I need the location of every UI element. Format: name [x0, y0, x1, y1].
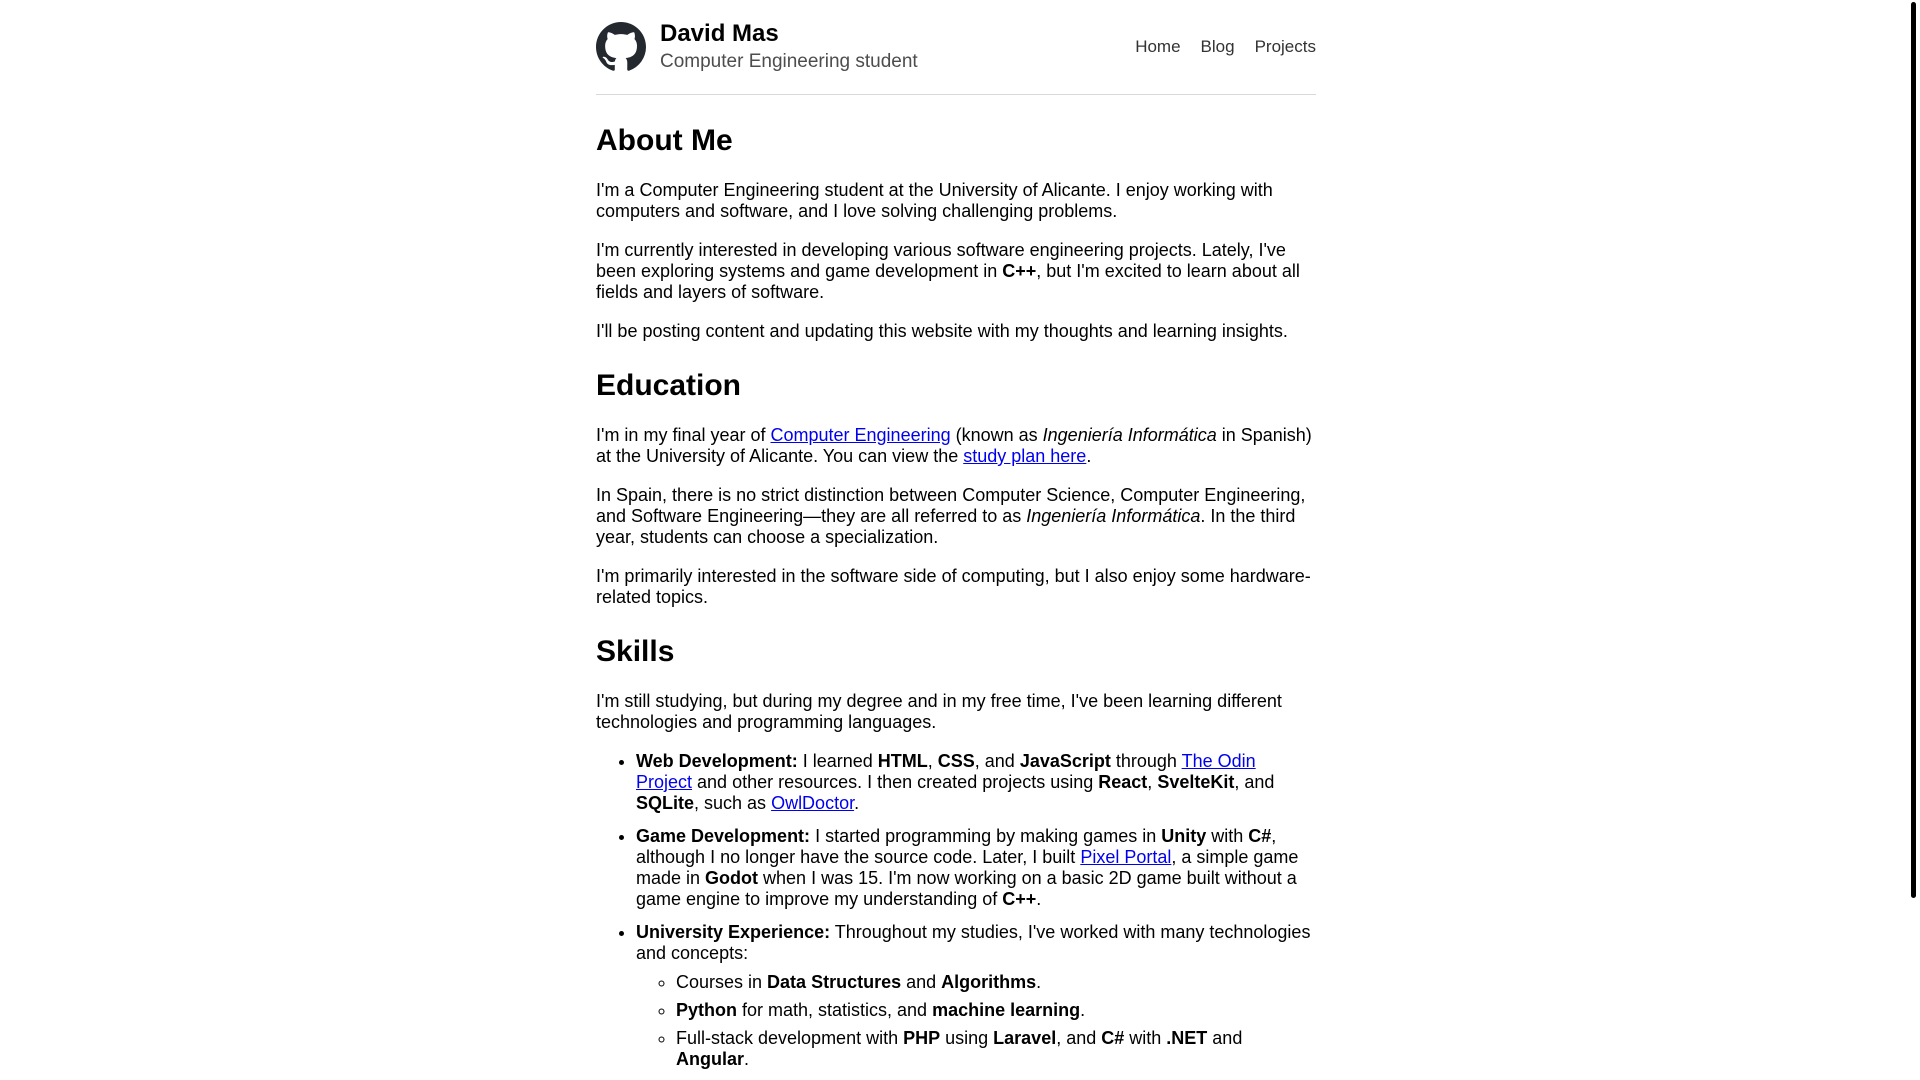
pixel-portal-link[interactable]: Pixel Portal [1080, 847, 1172, 867]
nav-projects[interactable]: Projects [1254, 37, 1316, 56]
skill-game-development: • Game Development: I started programming by making games in Unity with C#, although I no longer have the source code. Later, I built Pixel Portal, a simple game made in Godot when I was 15. I'm now working on a basic 2D game built without a game engine to improve my understanding of C++. [636, 826, 1316, 910]
skills-heading: Skills [596, 635, 675, 668]
site-name[interactable]: David Mas [660, 20, 779, 47]
github-icon [596, 22, 646, 72]
education-paragraph: I'm in my final year of Computer Engineering (known as Ingeniería Informática in Spanish) at the University of Alicante. You can view the study plan here. [596, 425, 1312, 466]
site-tagline: Computer Engineering student [660, 51, 918, 72]
main-content [596, 95, 1316, 1070]
site-header [596, 0, 1316, 95]
education-paragraph: In Spain, there is no strict distinction between Computer Science, Computer Engineering, and Software Engineering—they are all referred to as Ingeniería Informática. In the third year, students can choose a specialization. [596, 485, 1306, 547]
skills-intro: I'm still studying, but during my degree and in my free time, I've been learning different technologies and programming languages. [596, 691, 1282, 732]
skill-web-development: • Web Development: I learned HTML, CSS, and JavaScript through The Odin Project and other resources. I then created projects using React, SvelteKit, and SQLite, such as OwlDoctor. [636, 751, 1316, 814]
sub-item-courses: ◦ Courses in Data Structures and Algorithms. [676, 972, 1316, 993]
computer-engineering-link[interactable]: Computer Engineering [770, 425, 951, 445]
page-scrollbar[interactable] [1907, 0, 1920, 1080]
education-paragraph: I'm primarily interested in the software side of computing, but I also enjoy some hardware-related topics. [596, 566, 1311, 607]
sub-item-fullstack: ◦ Full-stack development with PHP using Laravel, and C# with .NET and Angular. [676, 1028, 1316, 1070]
about-section [596, 123, 1316, 342]
education-section [596, 368, 1316, 608]
page [596, 0, 1316, 1080]
sub-item-python: ◦ Python for math, statistics, and machine learning. [676, 1000, 1316, 1021]
nav-home[interactable]: Home [1135, 37, 1181, 56]
about-heading: About Me [596, 124, 733, 157]
scrollbar-thumb[interactable] [1911, 2, 1916, 898]
odin-project-link[interactable]: The Odin Project [636, 751, 1256, 792]
nav-blog[interactable]: Blog [1200, 37, 1235, 56]
about-paragraph: I'll be posting content and updating this website with my thoughts and learning insights. [596, 321, 1288, 341]
about-paragraph: I'm currently interested in developing various software engineering projects. Lately, I've been exploring systems and game development in C++, but I'm excited to learn about all fields and layers of software. [596, 240, 1300, 302]
owldoctor-link[interactable]: OwlDoctor [771, 793, 855, 813]
skill-university-experience: • University Experience: Throughout my studies, I've worked with many technologies and concepts: ◦ Courses in Data Structures and Algorithms. ◦ Python for math, statistics, and machine learning. ◦ Full-stack development with PHP using Laravel, and C# with .NET and Angular. [636, 922, 1316, 1070]
main-nav [1135, 36, 1316, 58]
skills-list [596, 751, 1316, 1070]
skills-section [596, 634, 1316, 1070]
study-plan-link[interactable]: study plan here [963, 446, 1087, 466]
about-paragraph: I'm a Computer Engineering student at the University of Alicante. I enjoy working with computers and software, and I love solving challenging problems. [596, 180, 1273, 221]
education-heading: Education [596, 369, 742, 402]
university-sublist [636, 972, 1316, 1070]
github-logo-link[interactable] [596, 22, 646, 72]
